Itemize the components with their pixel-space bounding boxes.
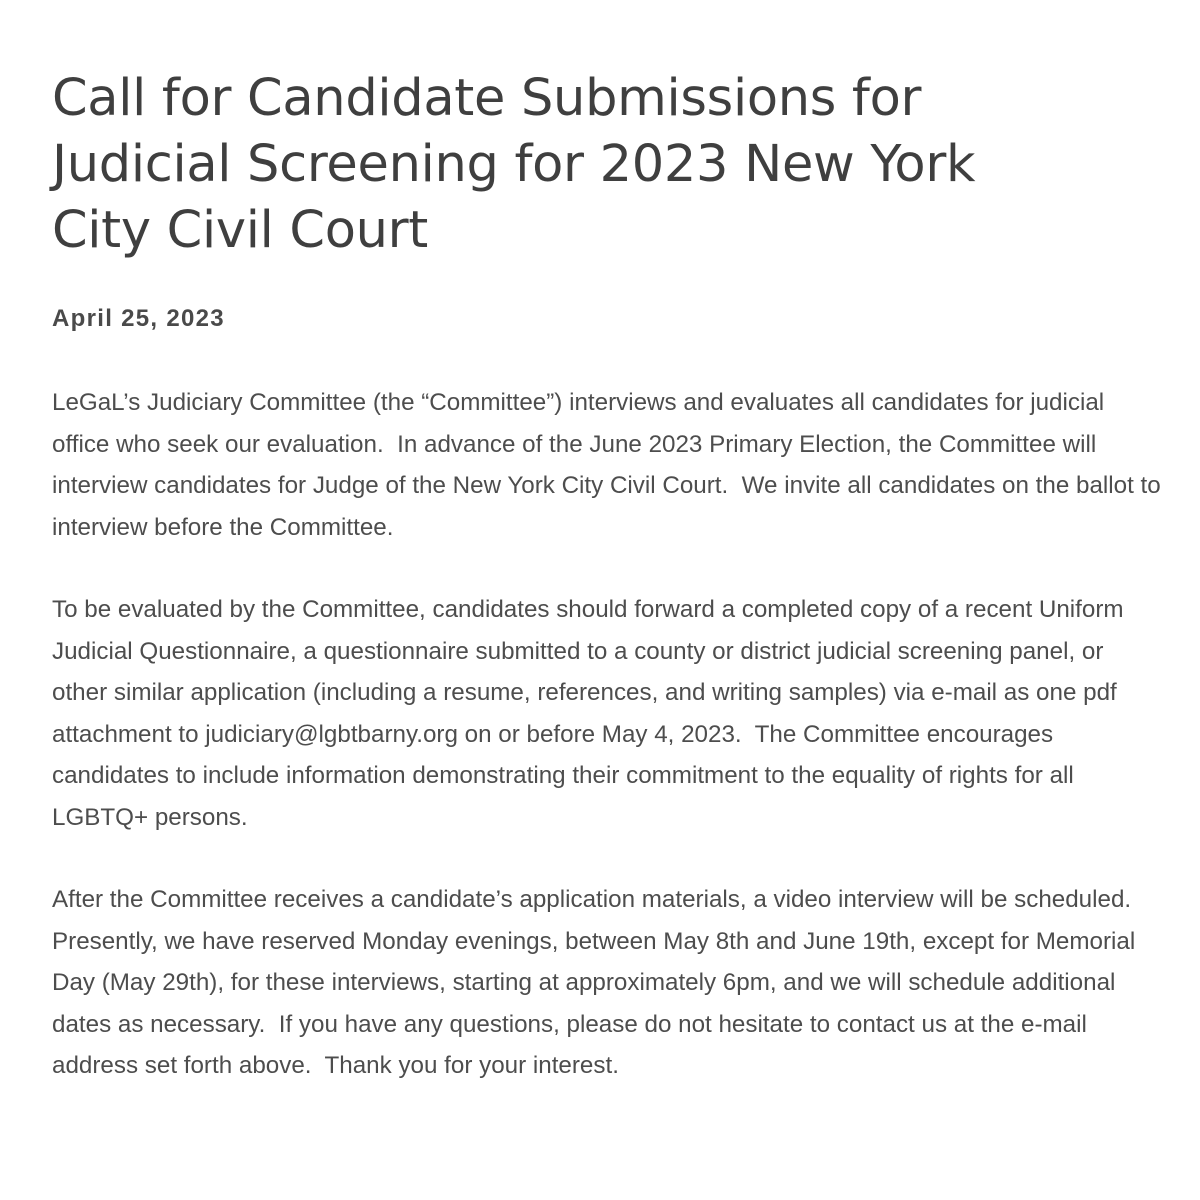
body-paragraph: After the Committee receives a candidate’s application materials, a video interview will be scheduled. Presently, we have reserved Monday evenings, between May 8th and June 19th, except for Memorial Day (May 29th), for these interviews, starting at approximately 6pm, and we will schedule additional dates as necessary. If you have any questions, please do not hesitate to contact us at the e-mail address set forth above. Thank you for your interest. (52, 886, 1142, 1079)
post-date: April 25, 2023 (52, 305, 225, 332)
body-paragraph: LeGaL’s Judiciary Committee (the “Committee”) interviews and evaluates all candidates for judicial office who seek our evaluation. In advance of the June 2023 Primary Election, the Committee will interview candidates for Judge of the New York City Civil Court. We invite all candidates on the ballot to interview before the Committee. (52, 389, 1168, 541)
article (52, 66, 1168, 1087)
body-paragraph: To be evaluated by the Committee, candidates should forward a completed copy of a recent Uniform Judicial Questionnaire, a questionnaire submitted to a county or district judicial screening panel, or other similar application (including a resume, references, and writing samples) via e-mail as one pdf attachment to judiciary@lgbtbarny.org on or before May 4, 2023. The Committee encourages candidates to include information demonstrating their commitment to the equality of rights for all LGBTQ+ persons. (52, 596, 1131, 831)
page-title: Call for Candidate Submissions for Judicial Screening for 2023 New York City Civil Court (52, 69, 976, 260)
